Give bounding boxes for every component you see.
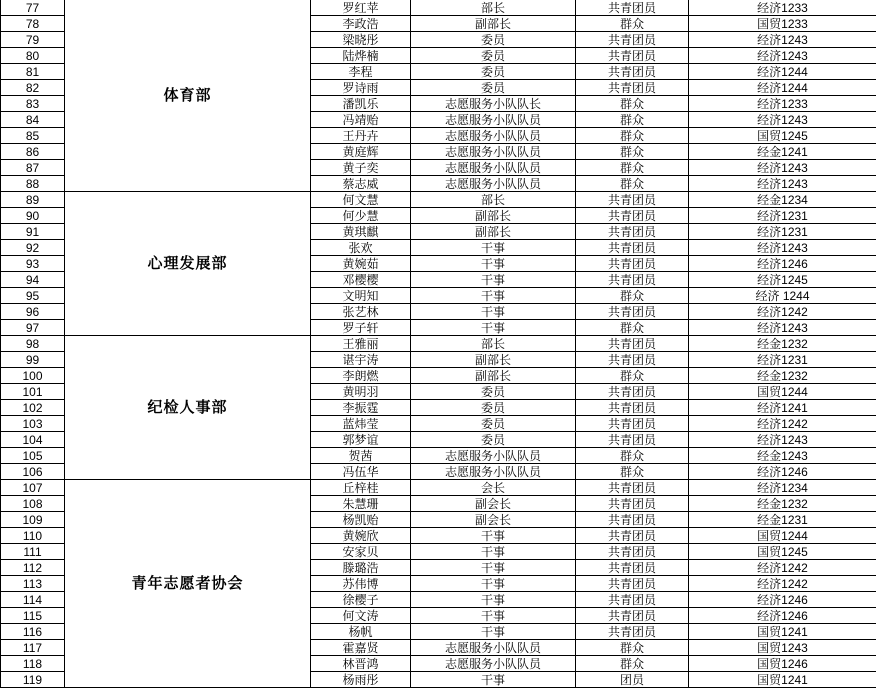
political-status-cell[interactable]: 共青团员 — [576, 272, 689, 288]
member-name-cell[interactable]: 冯靖贻 — [311, 112, 411, 128]
class-cell[interactable]: 经济1246 — [689, 464, 876, 480]
row-number-cell[interactable]: 83 — [1, 96, 65, 112]
political-status-cell[interactable]: 群众 — [576, 464, 689, 480]
position-cell[interactable]: 干事 — [411, 576, 576, 592]
political-status-cell[interactable]: 群众 — [576, 128, 689, 144]
member-name-cell[interactable]: 李程 — [311, 64, 411, 80]
position-cell[interactable]: 志愿服务小队队员 — [411, 464, 576, 480]
row-number-cell[interactable]: 113 — [1, 576, 65, 592]
row-number-cell[interactable]: 78 — [1, 16, 65, 32]
position-cell[interactable]: 部长 — [411, 0, 576, 16]
class-cell[interactable]: 经济1244 — [689, 64, 876, 80]
class-cell[interactable]: 经金1234 — [689, 192, 876, 208]
member-name-cell[interactable]: 郭梦谊 — [311, 432, 411, 448]
position-cell[interactable]: 志愿服务小队队员 — [411, 176, 576, 192]
row-number-cell[interactable]: 84 — [1, 112, 65, 128]
member-name-cell[interactable]: 潘凯乐 — [311, 96, 411, 112]
position-cell[interactable]: 志愿服务小队队员 — [411, 112, 576, 128]
row-number-cell[interactable]: 91 — [1, 224, 65, 240]
position-cell[interactable]: 副部长 — [411, 16, 576, 32]
position-cell[interactable]: 志愿服务小队队员 — [411, 640, 576, 656]
roster-table-body — [1, 0, 876, 688]
row-number-cell[interactable]: 80 — [1, 48, 65, 64]
member-name-cell[interactable]: 邓樱樱 — [311, 272, 411, 288]
row-number-cell[interactable]: 94 — [1, 272, 65, 288]
class-cell[interactable]: 经济1243 — [689, 432, 876, 448]
row-number-cell[interactable]: 107 — [1, 480, 65, 496]
row-number-cell[interactable]: 115 — [1, 608, 65, 624]
class-cell[interactable]: 经济1243 — [689, 32, 876, 48]
political-status-cell[interactable]: 群众 — [576, 16, 689, 32]
position-cell[interactable]: 志愿服务小队队员 — [411, 128, 576, 144]
row-number-cell[interactable]: 97 — [1, 320, 65, 336]
member-name-cell[interactable]: 罗红苹 — [311, 0, 411, 16]
position-cell[interactable]: 志愿服务小队队员 — [411, 144, 576, 160]
class-cell[interactable]: 经济 1244 — [689, 288, 876, 304]
member-name-cell[interactable]: 黄子奕 — [311, 160, 411, 176]
position-cell[interactable]: 干事 — [411, 608, 576, 624]
political-status-cell[interactable]: 群众 — [576, 112, 689, 128]
position-cell[interactable]: 志愿服务小队队员 — [411, 160, 576, 176]
class-cell[interactable]: 国贸1243 — [689, 640, 876, 656]
class-cell[interactable]: 经金1232 — [689, 336, 876, 352]
class-cell[interactable]: 经济1243 — [689, 48, 876, 64]
political-status-cell[interactable]: 群众 — [576, 656, 689, 672]
position-cell[interactable]: 委员 — [411, 432, 576, 448]
class-cell[interactable]: 经济1233 — [689, 0, 876, 16]
member-name-cell[interactable]: 何文慧 — [311, 192, 411, 208]
member-name-cell[interactable]: 蓝炜莹 — [311, 416, 411, 432]
political-status-cell[interactable]: 共青团员 — [576, 528, 689, 544]
member-name-cell[interactable]: 黄明羽 — [311, 384, 411, 400]
political-status-cell[interactable]: 共青团员 — [576, 576, 689, 592]
political-status-cell[interactable]: 共青团员 — [576, 496, 689, 512]
member-name-cell[interactable]: 王雅丽 — [311, 336, 411, 352]
member-name-cell[interactable]: 林晋鸿 — [311, 656, 411, 672]
row-number-cell[interactable]: 85 — [1, 128, 65, 144]
member-name-cell[interactable]: 霍嘉贤 — [311, 640, 411, 656]
class-cell[interactable]: 经济1234 — [689, 480, 876, 496]
political-status-cell[interactable]: 共青团员 — [576, 512, 689, 528]
row-number-cell[interactable]: 118 — [1, 656, 65, 672]
class-cell[interactable]: 经济1245 — [689, 272, 876, 288]
member-name-cell[interactable]: 梁晓彤 — [311, 32, 411, 48]
political-status-cell[interactable]: 群众 — [576, 320, 689, 336]
position-cell[interactable]: 委员 — [411, 64, 576, 80]
member-name-cell[interactable]: 安家贝 — [311, 544, 411, 560]
member-name-cell[interactable]: 黄庭辉 — [311, 144, 411, 160]
class-cell[interactable]: 经济1242 — [689, 416, 876, 432]
member-name-cell[interactable]: 陆烨楠 — [311, 48, 411, 64]
member-name-cell[interactable]: 滕璐浩 — [311, 560, 411, 576]
class-cell[interactable]: 国贸1233 — [689, 16, 876, 32]
row-number-cell[interactable]: 82 — [1, 80, 65, 96]
political-status-cell[interactable]: 群众 — [576, 176, 689, 192]
member-name-cell[interactable]: 谌宇涛 — [311, 352, 411, 368]
member-name-cell[interactable]: 文明知 — [311, 288, 411, 304]
political-status-cell[interactable]: 共青团员 — [576, 80, 689, 96]
political-status-cell[interactable]: 群众 — [576, 368, 689, 384]
member-name-cell[interactable]: 贺茜 — [311, 448, 411, 464]
class-cell[interactable]: 经济1246 — [689, 592, 876, 608]
class-cell[interactable]: 国贸1246 — [689, 656, 876, 672]
member-name-cell[interactable]: 王丹卉 — [311, 128, 411, 144]
table-row — [1, 336, 876, 352]
department-cell[interactable]: 青年志愿者协会 — [65, 480, 311, 688]
class-cell[interactable]: 经济1231 — [689, 352, 876, 368]
class-cell[interactable]: 经金1231 — [689, 512, 876, 528]
position-cell[interactable]: 委员 — [411, 48, 576, 64]
political-status-cell[interactable]: 共青团员 — [576, 544, 689, 560]
member-name-cell[interactable]: 何少慧 — [311, 208, 411, 224]
position-cell[interactable]: 干事 — [411, 320, 576, 336]
political-status-cell[interactable]: 群众 — [576, 640, 689, 656]
political-status-cell[interactable]: 共青团员 — [576, 480, 689, 496]
row-number-cell[interactable]: 109 — [1, 512, 65, 528]
political-status-cell[interactable]: 共青团员 — [576, 384, 689, 400]
position-cell[interactable]: 志愿服务小队队员 — [411, 448, 576, 464]
row-number-cell[interactable]: 88 — [1, 176, 65, 192]
row-number-cell[interactable]: 79 — [1, 32, 65, 48]
department-cell[interactable]: 体育部 — [65, 0, 311, 192]
position-cell[interactable]: 干事 — [411, 272, 576, 288]
row-number-cell[interactable]: 111 — [1, 544, 65, 560]
row-number-cell[interactable]: 95 — [1, 288, 65, 304]
position-cell[interactable]: 志愿服务小队队员 — [411, 656, 576, 672]
table-row — [1, 192, 876, 208]
position-cell[interactable]: 干事 — [411, 592, 576, 608]
class-cell[interactable]: 经济1243 — [689, 112, 876, 128]
member-name-cell[interactable]: 杨帆 — [311, 624, 411, 640]
member-name-cell[interactable]: 张欢 — [311, 240, 411, 256]
table-row — [1, 480, 876, 496]
row-number-cell[interactable]: 105 — [1, 448, 65, 464]
position-cell[interactable]: 干事 — [411, 288, 576, 304]
position-cell[interactable]: 副部长 — [411, 352, 576, 368]
row-number-cell[interactable]: 100 — [1, 368, 65, 384]
political-status-cell[interactable]: 群众 — [576, 288, 689, 304]
position-cell[interactable]: 干事 — [411, 624, 576, 640]
class-cell[interactable]: 经济1242 — [689, 304, 876, 320]
member-name-cell[interactable]: 杨雨彤 — [311, 672, 411, 688]
class-cell[interactable]: 经金1243 — [689, 448, 876, 464]
class-cell[interactable]: 国贸1241 — [689, 624, 876, 640]
member-name-cell[interactable]: 李振霆 — [311, 400, 411, 416]
row-number-cell[interactable]: 114 — [1, 592, 65, 608]
position-cell[interactable]: 副会长 — [411, 512, 576, 528]
position-cell[interactable]: 副会长 — [411, 496, 576, 512]
class-cell[interactable]: 国贸1244 — [689, 528, 876, 544]
member-name-cell[interactable]: 黄婉欣 — [311, 528, 411, 544]
table-row — [1, 0, 876, 16]
row-number-cell[interactable]: 104 — [1, 432, 65, 448]
position-cell[interactable]: 部长 — [411, 192, 576, 208]
position-cell[interactable]: 会长 — [411, 480, 576, 496]
class-cell[interactable]: 经金1232 — [689, 496, 876, 512]
position-cell[interactable]: 委员 — [411, 400, 576, 416]
row-number-cell[interactable]: 77 — [1, 0, 65, 16]
position-cell[interactable]: 委员 — [411, 80, 576, 96]
class-cell[interactable]: 国贸1245 — [689, 128, 876, 144]
row-number-cell[interactable]: 112 — [1, 560, 65, 576]
member-name-cell[interactable]: 冯伍华 — [311, 464, 411, 480]
class-cell[interactable]: 经济1243 — [689, 176, 876, 192]
class-cell[interactable]: 经济1233 — [689, 96, 876, 112]
department-cell[interactable]: 纪检人事部 — [65, 336, 311, 480]
position-cell[interactable]: 志愿服务小队队长 — [411, 96, 576, 112]
row-number-cell[interactable]: 106 — [1, 464, 65, 480]
position-cell[interactable]: 部长 — [411, 336, 576, 352]
political-status-cell[interactable]: 共青团员 — [576, 304, 689, 320]
row-number-cell[interactable]: 110 — [1, 528, 65, 544]
class-cell[interactable]: 经金1241 — [689, 144, 876, 160]
member-name-cell[interactable]: 黄琪麒 — [311, 224, 411, 240]
department-cell[interactable]: 心理发展部 — [65, 192, 311, 336]
class-cell[interactable]: 国贸1245 — [689, 544, 876, 560]
member-name-cell[interactable]: 徐樱子 — [311, 592, 411, 608]
political-status-cell[interactable]: 团员 — [576, 672, 689, 688]
position-cell[interactable]: 委员 — [411, 384, 576, 400]
class-cell[interactable]: 经济1244 — [689, 80, 876, 96]
political-status-cell[interactable]: 群众 — [576, 96, 689, 112]
member-name-cell[interactable]: 黄婉茹 — [311, 256, 411, 272]
political-status-cell[interactable]: 共青团员 — [576, 432, 689, 448]
row-number-cell[interactable]: 103 — [1, 416, 65, 432]
member-name-cell[interactable]: 李政浩 — [311, 16, 411, 32]
political-status-cell[interactable]: 共青团员 — [576, 208, 689, 224]
political-status-cell[interactable]: 共青团员 — [576, 32, 689, 48]
political-status-cell[interactable]: 群众 — [576, 448, 689, 464]
member-name-cell[interactable]: 罗诗雨 — [311, 80, 411, 96]
class-cell[interactable]: 经济1243 — [689, 320, 876, 336]
row-number-cell[interactable]: 101 — [1, 384, 65, 400]
class-cell[interactable]: 经济1231 — [689, 208, 876, 224]
position-cell[interactable]: 干事 — [411, 560, 576, 576]
row-number-cell[interactable]: 102 — [1, 400, 65, 416]
row-number-cell[interactable]: 93 — [1, 256, 65, 272]
position-cell[interactable]: 副部长 — [411, 208, 576, 224]
political-status-cell[interactable]: 共青团员 — [576, 48, 689, 64]
political-status-cell[interactable]: 共青团员 — [576, 336, 689, 352]
political-status-cell[interactable]: 共青团员 — [576, 400, 689, 416]
political-status-cell[interactable]: 群众 — [576, 160, 689, 176]
political-status-cell[interactable]: 群众 — [576, 144, 689, 160]
class-cell[interactable]: 经济1242 — [689, 560, 876, 576]
class-cell[interactable]: 经济1243 — [689, 160, 876, 176]
position-cell[interactable]: 干事 — [411, 544, 576, 560]
row-number-cell[interactable]: 92 — [1, 240, 65, 256]
row-number-cell[interactable]: 90 — [1, 208, 65, 224]
class-cell[interactable]: 经济1242 — [689, 576, 876, 592]
row-number-cell[interactable]: 89 — [1, 192, 65, 208]
political-status-cell[interactable]: 共青团员 — [576, 224, 689, 240]
political-status-cell[interactable]: 共青团员 — [576, 352, 689, 368]
class-cell[interactable]: 经济1241 — [689, 400, 876, 416]
row-number-cell[interactable]: 86 — [1, 144, 65, 160]
position-cell[interactable]: 委员 — [411, 416, 576, 432]
political-status-cell[interactable]: 共青团员 — [576, 240, 689, 256]
political-status-cell[interactable]: 共青团员 — [576, 192, 689, 208]
political-status-cell[interactable]: 共青团员 — [576, 608, 689, 624]
position-cell[interactable]: 委员 — [411, 32, 576, 48]
member-name-cell[interactable]: 苏伟博 — [311, 576, 411, 592]
class-cell[interactable]: 经济1231 — [689, 224, 876, 240]
row-number-cell[interactable]: 98 — [1, 336, 65, 352]
member-name-cell[interactable]: 杨凯贻 — [311, 512, 411, 528]
member-name-cell[interactable]: 丘梓桂 — [311, 480, 411, 496]
class-cell[interactable]: 经济1246 — [689, 256, 876, 272]
class-cell[interactable]: 国贸1241 — [689, 672, 876, 688]
position-cell[interactable]: 干事 — [411, 304, 576, 320]
class-cell[interactable]: 国贸1244 — [689, 384, 876, 400]
member-name-cell[interactable]: 蔡志威 — [311, 176, 411, 192]
position-cell[interactable]: 干事 — [411, 528, 576, 544]
class-cell[interactable]: 经济1246 — [689, 608, 876, 624]
member-name-cell[interactable]: 罗子轩 — [311, 320, 411, 336]
class-cell[interactable]: 经金1232 — [689, 368, 876, 384]
member-name-cell[interactable]: 朱慧珊 — [311, 496, 411, 512]
political-status-cell[interactable]: 共青团员 — [576, 256, 689, 272]
row-number-cell[interactable]: 116 — [1, 624, 65, 640]
position-cell[interactable]: 干事 — [411, 240, 576, 256]
political-status-cell[interactable]: 共青团员 — [576, 592, 689, 608]
row-number-cell[interactable]: 96 — [1, 304, 65, 320]
class-cell[interactable]: 经济1243 — [689, 240, 876, 256]
position-cell[interactable]: 副部长 — [411, 368, 576, 384]
position-cell[interactable]: 干事 — [411, 256, 576, 272]
row-number-cell[interactable]: 108 — [1, 496, 65, 512]
position-cell[interactable]: 干事 — [411, 672, 576, 688]
position-cell[interactable]: 副部长 — [411, 224, 576, 240]
row-number-cell[interactable]: 117 — [1, 640, 65, 656]
row-number-cell[interactable]: 99 — [1, 352, 65, 368]
member-name-cell[interactable]: 张艺林 — [311, 304, 411, 320]
row-number-cell[interactable]: 81 — [1, 64, 65, 80]
political-status-cell[interactable]: 共青团员 — [576, 624, 689, 640]
member-name-cell[interactable]: 何文涛 — [311, 608, 411, 624]
political-status-cell[interactable]: 共青团员 — [576, 560, 689, 576]
row-number-cell[interactable]: 87 — [1, 160, 65, 176]
political-status-cell[interactable]: 共青团员 — [576, 64, 689, 80]
political-status-cell[interactable]: 共青团员 — [576, 0, 689, 16]
row-number-cell[interactable]: 119 — [1, 672, 65, 688]
political-status-cell[interactable]: 共青团员 — [576, 416, 689, 432]
member-name-cell[interactable]: 李朗燃 — [311, 368, 411, 384]
